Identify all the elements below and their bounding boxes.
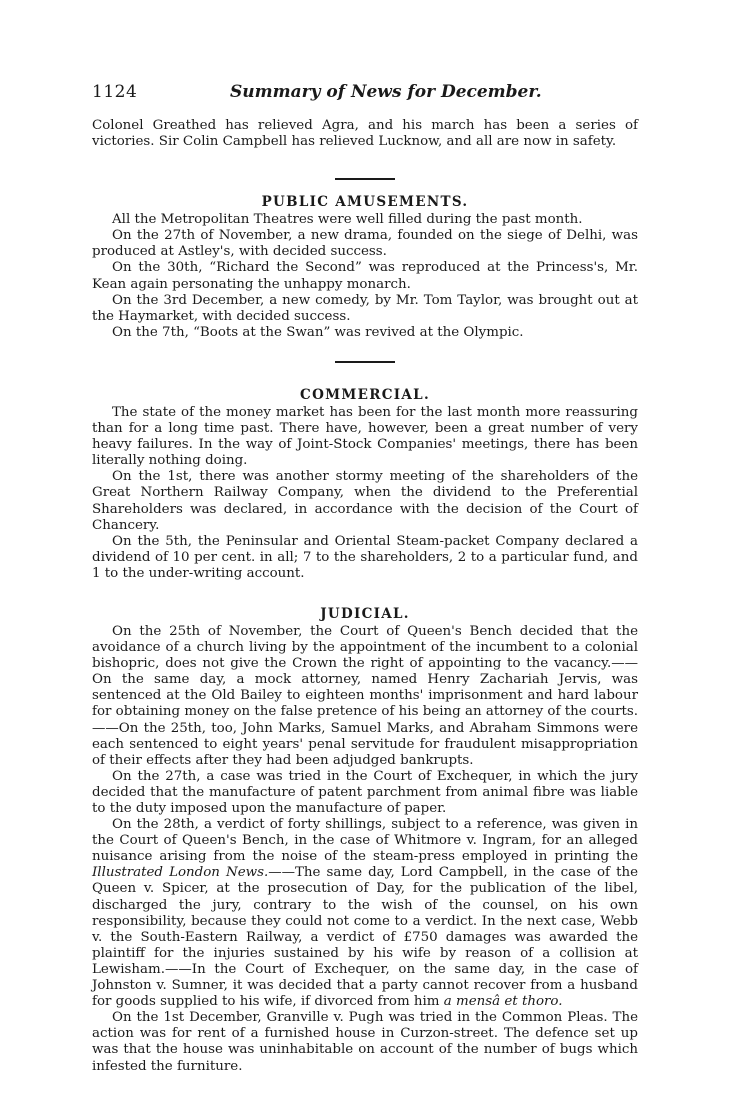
section-judicial <box>92 624 638 1075</box>
paragraph: On the 3rd December, a new comedy, by Mr. Tom Taylor, was brought out at the Haymarket, with decided success. <box>92 292 638 324</box>
section-divider <box>335 361 395 363</box>
running-title: Summary of News for December. <box>230 82 542 102</box>
paragraph: The state of the money market has been for the last month more reassuring than for a long time past. There have, however, been a great number of very heavy failures. In the way of Joint-Stock Companies' meetings, there has been literally nothing doing. <box>92 404 638 469</box>
page-body <box>92 118 638 1075</box>
section-heading-public-amusements: PUBLIC AMUSEMENTS. <box>261 194 469 211</box>
section-heading-commercial: COMMERCIAL. <box>300 386 430 403</box>
paragraph: On the 1st, there was another stormy meeting of the shareholders of the Great Northern Railway Company, when the dividend to the Preferential Shareholders was declared, in accordance with the decision of the Court of Chancery. <box>92 469 638 533</box>
paragraph: On the 27th of November, a new drama, founded on the siege of Delhi, was produced at Astley's, with decided success. <box>92 228 638 260</box>
paragraph: On the 7th, “Boots at the Swan” was revived at the Olympic. <box>112 324 524 340</box>
running-header <box>92 82 642 104</box>
section-heading-judicial: JUDICIAL. <box>320 605 410 622</box>
paragraph: On the 5th, the Peninsular and Oriental Steam-packet Company declared a dividend of 10 per cent. in all; 7 to the shareholders, 2 to a particular fund, and 1 to the under-writing account. <box>92 533 638 581</box>
section-commercial <box>92 405 638 582</box>
page-number: 1124 <box>92 82 138 102</box>
paragraph: All the Metropolitan Theatres were well filled during the past month. <box>112 212 583 228</box>
paragraph: On the 1st December, Granville v. Pugh was tried in the Common Pleas. The action was for rent of a furnished house in Curzon-street. The defence set up was that the house was uninhabitable on account of the number of bugs which infested the furniture. <box>92 1010 638 1074</box>
section-public-amusements <box>92 212 638 341</box>
text-run: ——The same day, Lord Campbell, in the case of the Queen v. Spicer, at the prosecution of Day, for the publication of the libel, discharged the jury, contrary to the wish of the counsel, on his own responsibility, because they could not come to a verdict. In the next case, Webb v. the South-Eastern Railway, a verdict of £750 damages was awarded the plaintiff for the injuries sustained by his wife by reason of a collision at Lewisham.——In the Court of Exchequer, on the same day, in the case of Johnston v. Sumner, it was decided that a party cannot recover from a husband for goods supplied to his wife, if divorced from him <box>92 865 639 1010</box>
section-divider <box>335 178 395 180</box>
paragraph <box>92 817 638 1010</box>
paragraph: On the 30th, “Richard the Second” was reproduced at the Princess's, Mr. Kean again personating the unhappy monarch. <box>92 260 638 292</box>
text-run: On the 28th, a verdict of forty shillings, subject to a reference, was given in the Court of Queen's Bench, in the case of Whitmore v. Ingram, for an alleged nuisance arising from the noise of the steam-press employed in printing the <box>92 817 638 865</box>
paragraph: On the 27th, a case was tried in the Court of Exchequer, in which the jury decided that the manufacture of patent parchment from animal fibre was liable to the duty imposed upon the manufacture of paper. <box>92 768 638 816</box>
italic-phrase: a mensâ et thoro. <box>443 994 563 1010</box>
intro-paragraph: Colonel Greathed has relieved Agra, and his march has been a series of victories. Sir Colin Campbell has relieved Lucknow, and all are now in safety. <box>92 118 638 150</box>
paragraph: On the 25th of November, the Court of Queen's Bench decided that the avoidance of a church living by the appointment of the incumbent to a colonial bishopric, does not give the Crown the right of appointing to the vacancy.——On the same day, a mock attorney, named Henry Zachariah Jervis, was sentenced at the Old Bailey to eighteen months' imprisonment and hard labour for obtaining money on the false pretence of his being an attorney of the courts.——On the 25th, too, John Marks, Samuel Marks, and Abraham Simmons were each sentenced to eight years' penal servitude for fraudulent misappropriation of their effects after they had been adjudged bankrupts. <box>92 623 638 768</box>
italic-title: Illustrated London News. <box>92 865 269 881</box>
